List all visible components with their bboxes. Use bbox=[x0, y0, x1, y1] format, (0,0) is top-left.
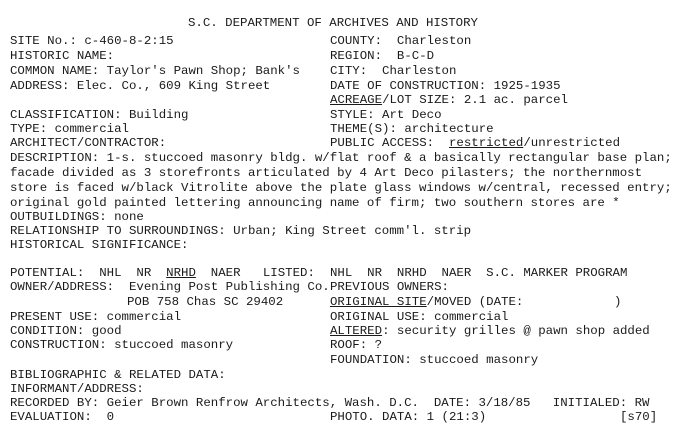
classification: CLASSIFICATION: Building bbox=[10, 108, 189, 122]
lot-size: /LOT SIZE: 2.1 ac. parcel bbox=[382, 93, 568, 107]
potential-nrhd: NRHD bbox=[166, 266, 196, 280]
construction: CONSTRUCTION: stuccoed masonry bbox=[10, 338, 234, 352]
city: CITY: Charleston bbox=[330, 64, 457, 78]
previous-owners: PREVIOUS OWNERS: bbox=[330, 280, 449, 294]
potential-label: POTENTIAL: NHL NR bbox=[10, 266, 167, 280]
acreage-lot-size bbox=[330, 93, 568, 107]
owner-pob: POB 758 Chas SC 29402 bbox=[127, 295, 284, 309]
acreage-label: ACREAGE bbox=[330, 93, 383, 107]
altered-label: ALTERED bbox=[330, 324, 383, 338]
site-number: SITE No.: c-460-8-2:15 bbox=[10, 34, 174, 48]
reference-code: [s70] bbox=[620, 410, 658, 424]
photo-data: PHOTO. DATA: 1 (21:3) bbox=[330, 410, 487, 424]
potential-listed: NAER LISTED: bbox=[195, 266, 315, 280]
relationship-to-surroundings: RELATIONSHIP TO SURROUNDINGS: Urban; King Street comm'l. strip bbox=[10, 224, 472, 238]
listed-options: NHL NR NRHD NAER S.C. MARKER PROGRAM bbox=[330, 266, 628, 280]
present-use: PRESENT USE: commercial bbox=[10, 310, 182, 324]
form-header: S.C. DEPARTMENT OF ARCHIVES AND HISTORY bbox=[188, 16, 478, 30]
region: REGION: B-C-D bbox=[330, 49, 435, 63]
recorded-by: RECORDED BY: Geier Brown Renfrow Architects, Wash. D.C. DATE: 3/18/85 INITIALED: RW bbox=[10, 396, 650, 410]
county: COUNTY: Charleston bbox=[330, 34, 472, 48]
historic-name: HISTORIC NAME: bbox=[10, 49, 115, 63]
original-site-moved bbox=[330, 295, 523, 309]
original-use: ORIGINAL USE: commercial bbox=[330, 310, 509, 324]
description-line-2: facade divided as 3 storefronts articulated by 4 Art Deco pilasters; the northernmost bbox=[10, 166, 643, 180]
moved-date: /MOVED (DATE: bbox=[426, 295, 524, 309]
foundation: FOUNDATION: stuccoed masonry bbox=[330, 353, 539, 367]
restricted-option: restricted bbox=[448, 136, 524, 150]
owner-address: OWNER/ADDRESS: Evening Post Publishing Co. bbox=[10, 280, 330, 294]
themes: THEME(S): architecture bbox=[330, 122, 494, 136]
condition: CONDITION: good bbox=[10, 324, 122, 338]
informant-address: INFORMANT/ADDRESS: bbox=[10, 382, 144, 396]
bibliographic-data: BIBLIOGRAPHIC & RELATED DATA: bbox=[10, 368, 226, 382]
type: TYPE: commercial bbox=[10, 122, 129, 136]
moved-date-close: ) bbox=[614, 295, 622, 309]
common-name: COMMON NAME: Taylor's Pawn Shop; Bank's bbox=[10, 64, 300, 78]
evaluation: EVALUATION: 0 bbox=[10, 410, 115, 424]
date-of-construction: DATE OF CONSTRUCTION: 1925-1935 bbox=[330, 79, 561, 93]
public-access bbox=[330, 136, 620, 150]
historical-significance: HISTORICAL SIGNIFICANCE: bbox=[10, 238, 189, 252]
style: STYLE: Art Deco bbox=[330, 108, 442, 122]
public-access-label: PUBLIC ACCESS: bbox=[330, 136, 449, 150]
potential bbox=[10, 266, 315, 280]
roof: ROOF: ? bbox=[330, 338, 383, 352]
description-line-1: DESCRIPTION: 1-s. stuccoed masonry bldg. w/flat roof & a basically rectangular base plan; bbox=[10, 151, 672, 165]
address: ADDRESS: Elec. Co., 609 King Street bbox=[10, 79, 271, 93]
description-line-3: store is faced w/black Vitrolite above the plate glass windows w/central, recessed entry; bbox=[10, 181, 672, 195]
unrestricted-option: /unrestricted bbox=[523, 136, 621, 150]
original-site-label: ORIGINAL SITE bbox=[330, 295, 427, 309]
description-line-4: original gold painted lettering announcing name of firm; two southern stores are * bbox=[10, 196, 620, 210]
outbuildings: OUTBUILDINGS: none bbox=[10, 210, 144, 224]
architect-contractor: ARCHITECT/CONTRACTOR: bbox=[10, 136, 167, 150]
altered-value: : security grilles @ pawn shop added bbox=[382, 324, 650, 338]
altered bbox=[330, 324, 650, 338]
